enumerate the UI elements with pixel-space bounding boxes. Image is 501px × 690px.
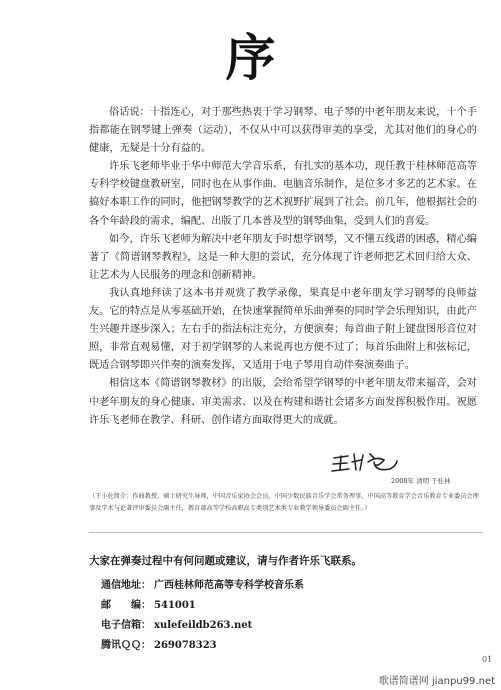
paragraph: 相信这本《简谱钢琴教材》的出版，会给希望学钢琴的中老年朋友带来福音，会对中老年朋友的身心健康、审美需求、以及在构建和谐社会诸多方面发挥积极作用。祝愿许乐飞老师在教学、科研、创作诸方面取得更大的成就。 (89, 378, 477, 426)
contact-value: 541001 (154, 600, 196, 611)
contact-value: 269078323 (154, 640, 217, 651)
contact-postcode (101, 596, 196, 611)
author-bio: （王小危简介：作曲教授，硕士研究生导师，中国音乐家协会会员，中国少数民族音乐学会常务理事，中国高等教育学会音乐教育专业委员会理事及学术与论著评审委员会副主任，教育部高等学校高职高专类别艺术类专业教学领导委员会副主任。） (89, 493, 479, 513)
contact-value: xulefeildb263.net (154, 620, 253, 631)
signature-date: 2008年 清明 于桂林 (391, 477, 451, 485)
paragraph: 许乐飞老师毕业于华中师范大学音乐系，有扎实的基本功，现任教于桂林师范高等专科学校键盘教研室，同时也在从事作曲、电脑音乐制作，是位多才多艺的艺术家。在搞好本职工作的同时，他把钢琴教学的艺术视野扩展到了社会。前几年，他根据社会的各个年龄段的需求，编配、出版了几本普及型的钢琴曲集，受到人们的喜爱。 (89, 161, 477, 227)
divider (89, 532, 483, 533)
preface-body (89, 104, 477, 430)
handwritten-signature (330, 448, 400, 476)
page-number: 01 (482, 655, 493, 664)
paragraph: 俗话说：十指连心，对于那些热衷于学习钢琴、电子琴的中老年朋友来说，十个手指都能在钢琴键上弹奏（运动），不仅从中可以获得审美的享受，尤其对他们的身心的健康，无疑是十分有益的。 (89, 107, 477, 155)
contact-value: 广西桂林师范高等专科学校音乐系 (154, 580, 304, 591)
paragraph: 我认真地拜读了这本书并观赏了教学录像，果真是中老年朋友学习钢琴的良师益友。它的特点是从零基础开始，在快速掌握简单乐曲弹奏的同时学会乐理知识，由此产生兴趣并逐步深入；左右手的指法标注充分，方便演奏；每首曲子附上键盘图形音位对照，非常直观易懂，对于初学钢琴的人来说再也方便不过了；每首乐曲附上和弦标记，既适合钢琴即兴伴奏的演奏发挥，又适用于电子琴用自动伴奏演奏曲子。 (89, 287, 477, 372)
contact-label: 腾讯ＱＱ： (101, 640, 151, 651)
page-title: 序 (225, 29, 276, 87)
site-watermark: 歌谱简谱网 jianpu99.net (378, 676, 495, 687)
contact-label: 通信地址： (101, 580, 151, 591)
contact-qq (101, 636, 217, 651)
contact-label: 电子信箱： (101, 620, 151, 631)
contact-intro: 大家在弹奏过程中有何问题或建议，请与作者许乐飞联系。 (89, 555, 362, 567)
contact-address (101, 576, 304, 591)
paragraph: 如今，许乐飞老师为解决中老年朋友手时想学钢琴，又不懂五线谱的困惑，精心编著了《简谱钢琴教程》，这是一种大胆的尝试，充分体现了许老师把艺术回归给大众、让艺术为人民服务的理念和创新精神。 (89, 233, 477, 281)
contact-label: 邮 编： (101, 600, 151, 611)
contact-email (101, 616, 252, 631)
